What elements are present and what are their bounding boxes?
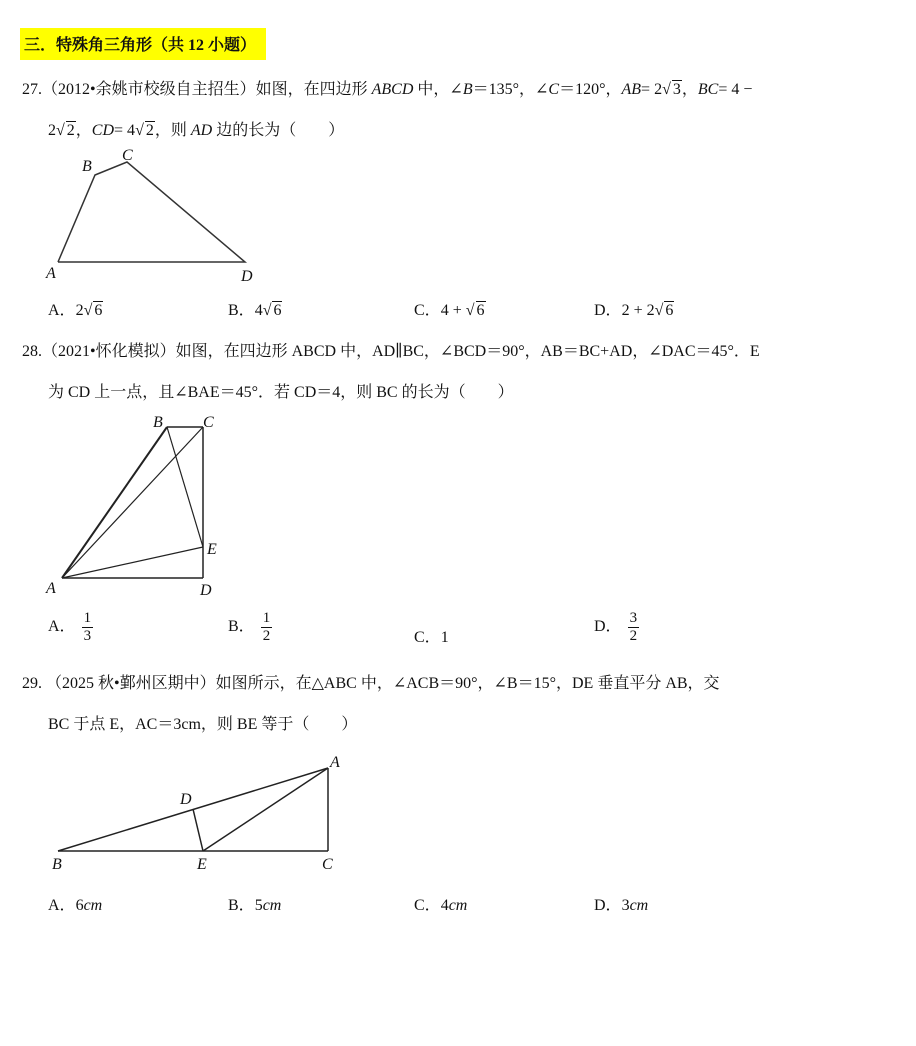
stem-text: AB [621, 81, 642, 98]
denominator: 2 [629, 628, 638, 644]
label-d: D [241, 268, 253, 285]
segment-de [193, 809, 203, 851]
option-letter: C． [414, 302, 441, 319]
radicand: 6 [476, 302, 485, 319]
option-unit: cm [262, 897, 282, 914]
stem-text: 如图所示，在△ABC 中，∠ACB＝90°，∠B＝15°，DE 垂直平分 AB，交 [215, 675, 720, 692]
stem-text: BC 于点 E，AC＝3cm，则 BE 等于（ ） [48, 716, 358, 733]
radicand: 2 [66, 122, 75, 139]
label-e: E [197, 856, 207, 873]
radicand: 6 [273, 302, 282, 319]
option-letter: C． [414, 897, 441, 914]
option-text: 2 + 2 [621, 302, 655, 319]
label-c: C [122, 147, 133, 164]
stem-text: BC [697, 81, 719, 98]
radicand: 6 [665, 302, 674, 319]
sqrt-expression: √ 6 [83, 302, 103, 319]
denominator: 2 [262, 628, 271, 644]
option-unit: cm [83, 897, 103, 914]
label-b: B [82, 158, 92, 175]
sqrt-expression: √ 2 [56, 122, 75, 139]
question-number: 27. [22, 81, 42, 98]
label-a: A [330, 754, 340, 771]
option-letter: A． [48, 302, 76, 319]
stem-text: B [462, 81, 473, 98]
numerator: 3 [629, 610, 638, 626]
question-source: （2025 秋•鄞州区期中） [46, 675, 216, 692]
label-c: C [203, 414, 214, 431]
label-e: E [207, 541, 217, 558]
radicand: 2 [145, 122, 154, 139]
segment-ea [203, 768, 328, 851]
sqrt-expression: √ 3 [662, 81, 681, 98]
option-letter: B． [228, 302, 255, 319]
label-b: B [153, 414, 163, 431]
option-unit: cm [448, 897, 468, 914]
label-b: B [52, 856, 62, 873]
stem-text: = 4 [114, 122, 136, 139]
option-letter: D． [594, 618, 622, 636]
stem-text: ，则 [154, 122, 191, 139]
sqrt-expression: √ 6 [465, 302, 485, 319]
stem-text: AD [190, 122, 213, 139]
stem-text: ABCD [371, 81, 414, 98]
option-text: 4 [440, 897, 449, 914]
stem-text: ， [681, 81, 698, 98]
stem-text: 如图，在四边形 ABCD 中，AD∥BC，∠BCD＝90°，AB＝BC+AD，∠DAC＝45°．E [175, 343, 760, 360]
option-text: 4 + [440, 302, 466, 319]
stem-text: 如图，在四边形 [255, 81, 372, 98]
option-d[interactable] [594, 892, 648, 915]
stem-text: = 2 [641, 81, 663, 98]
numerator: 1 [83, 610, 92, 626]
option-b[interactable] [228, 892, 281, 915]
label-d: D [200, 582, 212, 599]
option-letter: D． [594, 897, 622, 914]
option-text: 2 [75, 302, 84, 319]
option-letter: B． [228, 897, 255, 914]
label-c: C [322, 856, 333, 873]
option-letter: C． [414, 629, 441, 646]
sqrt-expression: √ 6 [654, 302, 674, 319]
stem-text: ＝120°， [559, 81, 622, 98]
question-number: 29. [22, 675, 42, 692]
option-letter: B． [228, 618, 255, 636]
stem-text: 中，∠ [413, 81, 463, 98]
option-unit: cm [629, 897, 649, 914]
denominator: 3 [83, 628, 92, 644]
stem-text: = 4 − [718, 81, 753, 98]
sqrt-expression: √ 6 [262, 302, 282, 319]
question-number: 28. [22, 343, 42, 360]
label-a: A [46, 580, 56, 597]
stem-text: CD [91, 122, 115, 139]
question-source: （2021•怀化模拟） [42, 343, 176, 360]
option-text: 5 [254, 897, 263, 914]
numerator: 1 [262, 610, 271, 626]
section-title: 三．特殊角三角形（共 12 小题） [20, 28, 266, 60]
option-text: 4 [254, 302, 263, 319]
stem-text: 边的长为（ ） [212, 122, 345, 139]
stem-text: 2 [48, 122, 56, 139]
option-c[interactable] [414, 892, 467, 915]
option-a[interactable] [48, 892, 102, 915]
radicand: 6 [94, 302, 103, 319]
radicand: 3 [672, 81, 681, 98]
option-letter: D． [594, 302, 622, 319]
option-text: 1 [440, 629, 449, 646]
stem-text: C [548, 81, 560, 98]
question-source: （2012•余姚市校级自主招生） [42, 81, 256, 98]
option-text: 3 [621, 897, 630, 914]
stem-text: 为 CD 上一点，且∠BAE＝45°．若 CD＝4，则 BC 的长为（ ） [48, 384, 514, 401]
label-d: D [180, 791, 192, 808]
label-a: A [46, 265, 56, 282]
stem-text: ＝135°，∠ [472, 81, 549, 98]
option-text: 6 [75, 897, 84, 914]
sqrt-expression: √ 2 [135, 122, 154, 139]
option-letter: A． [48, 618, 76, 636]
option-letter: A． [48, 897, 76, 914]
stem-text: ， [75, 122, 92, 139]
